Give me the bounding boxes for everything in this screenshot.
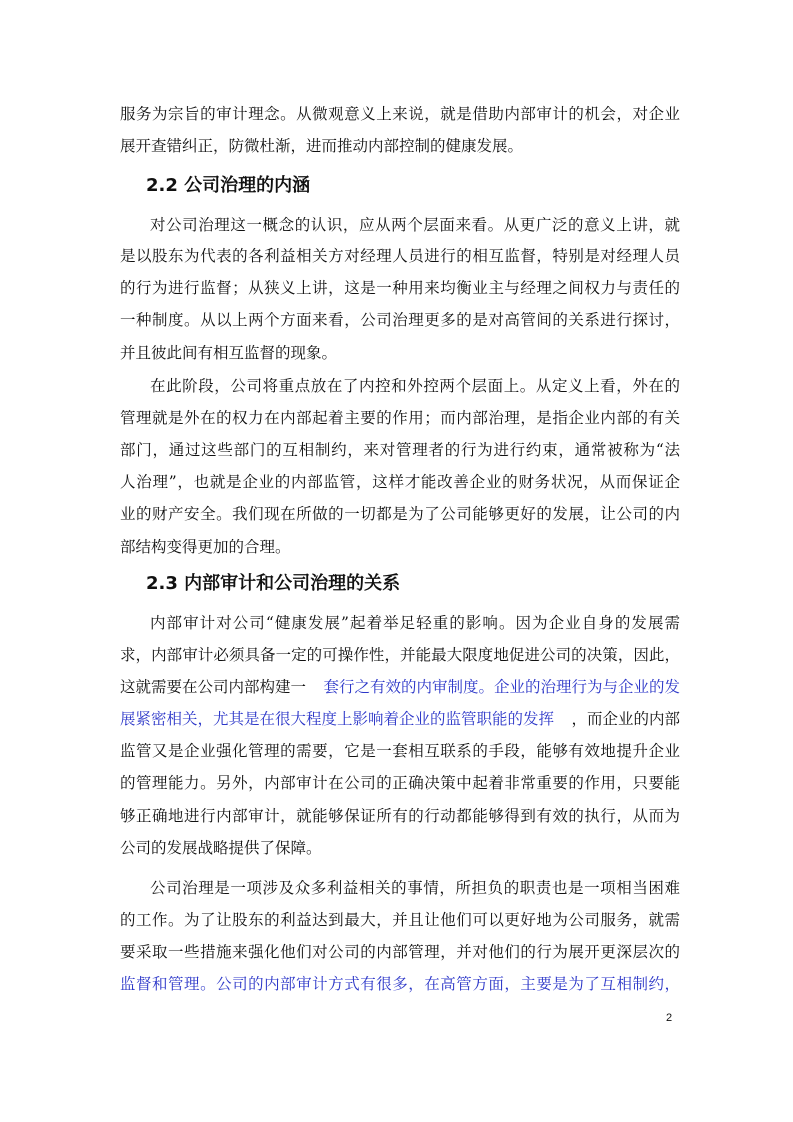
section-heading-2-2: 2.2 公司治理的内涵 xyxy=(146,175,311,196)
section-heading-2-3: 2.3 内部审计和公司治理的关系 xyxy=(146,573,401,594)
paragraph-line: 内部审计对公司“健康发展”起着举足轻重的影响。因为企业自身的发展需 xyxy=(150,614,680,632)
paragraph-line: 公司的发展战略提供了保障。 xyxy=(120,839,322,857)
paragraph-line: 在此阶段，公司将重点放在了内控和外控两个层面上。从定义上看，外在的 xyxy=(150,377,680,395)
page-number: 2 xyxy=(666,1012,673,1024)
paragraph-line: 人治理”，也就是企业的内部监管，这样才能改善企业的财务状况，从而保证企 xyxy=(120,473,680,491)
paragraph-line: 并且彼此间有相互监督的现象。 xyxy=(120,344,338,362)
paragraph-line: 部门，通过这些部门的互相制约，来对管理者的行为进行约束，通常被称为“法 xyxy=(120,441,680,459)
paragraph-line: 监管又是企业强化管理的需要，它是一套相互联系的手段，能够有效地提升企业 xyxy=(120,742,680,760)
paragraph-line: 的行为进行监督；从狭义上讲，这是一种用来均衡业主与经理之间权力与责任的 xyxy=(120,279,680,297)
paragraph-line: 管理就是外在的权力在内部起着主要的作用；而内部治理，是指企业内部的有关 xyxy=(120,409,680,427)
paragraph-line: 监督和管理。公司的内部审计方式有很多，在高管方面，主要是为了互相制约， xyxy=(120,975,680,993)
paragraph-line: 部结构变得更加的合理。 xyxy=(120,538,291,556)
text-segment: ，而企业的内部 xyxy=(571,710,680,728)
paragraph-line: 的管理能力。另外，内部审计在公司的正确决策中起着非常重要的作用，只要能 xyxy=(120,774,680,792)
highlighted-text: 套行之有效的内审制度。企业的治理行为与企业的发 xyxy=(323,678,680,696)
paragraph-line: 求，内部审计必须具备一定的可操作性，并能最大限度地促进公司的决策，因此， xyxy=(120,646,680,664)
highlighted-text: 展紧密相关，尤其是在很大程度上影响着企业的监管职能的发挥 xyxy=(120,710,555,728)
text-segment: 这就需要在公司内部构建一 xyxy=(120,678,307,696)
paragraph-line: 是以股东为代表的各利益相关方对经理人员进行的相互监督，特别是对经理人员 xyxy=(120,247,680,265)
paragraph-line: 公司治理是一项涉及众多利益相关的事情，所担负的职责也是一项相当困难 xyxy=(150,879,680,897)
paragraph-line: 业的财产安全。我们现在所做的一切都是为了公司能够更好的发展，让公司的内 xyxy=(120,505,680,523)
paragraph-line: 展开查错纠正，防微杜渐，进而推动内部控制的健康发展。 xyxy=(120,137,524,155)
paragraph-line xyxy=(120,709,680,729)
paragraph-line: 对公司治理这一概念的认识，应从两个层面来看。从更广泛的意义上讲，就 xyxy=(150,216,680,234)
paragraph-line xyxy=(120,677,680,697)
paragraph-line: 要采取一些措施来强化他们对公司的内部管理，并对他们的行为展开更深层次的 xyxy=(120,943,680,961)
paragraph-line: 服务为宗旨的审计理念。从微观意义上来说，就是借助内部审计的机会，对企业 xyxy=(120,105,680,123)
paragraph-line: 一种制度。从以上两个方面来看，公司治理更多的是对高管间的关系进行探讨， xyxy=(120,311,680,329)
paragraph-line: 的工作。为了让股东的利益达到最大，并且让他们可以更好地为公司服务，就需 xyxy=(120,911,680,929)
paragraph-line: 够正确地进行内部审计，就能够保证所有的行动都能够得到有效的执行，从而为 xyxy=(120,807,680,825)
